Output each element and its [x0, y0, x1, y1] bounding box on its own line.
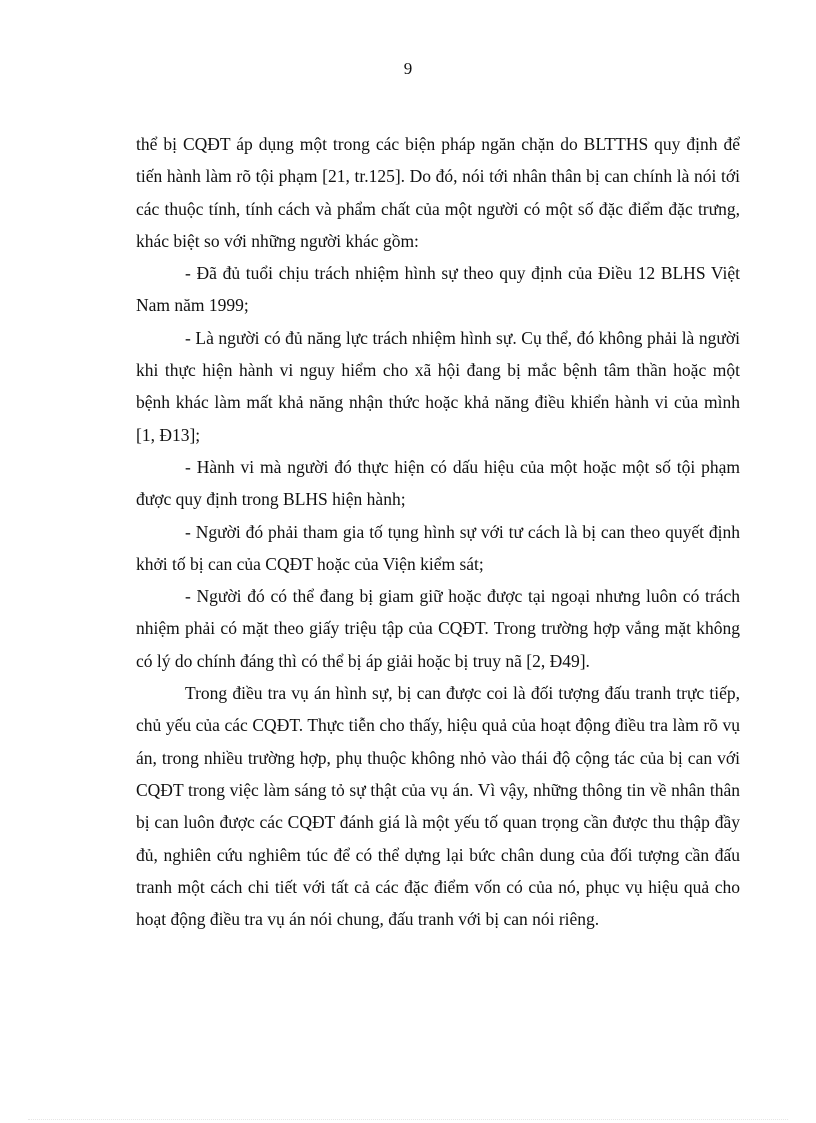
list-item-age: - Đã đủ tuổi chịu trách nhiệm hình sự theo quy định của Điều 12 BLHS Việt Nam năm 1999;	[136, 263, 740, 316]
list-item-proceedings: - Người đó phải tham gia tố tụng hình sự với tư cách là bị can theo quyết định khởi tố bị can của CQĐT hoặc của Viện kiểm sát;	[136, 521, 740, 574]
page-bottom-divider	[28, 1119, 788, 1120]
list-item-criminal-act: - Hành vi mà người đó thực hiện có dấu hiệu của một hoặc một số tội phạm được quy định trong BLHS hiện hành;	[136, 456, 740, 510]
page-number: 9	[403, 59, 413, 78]
paragraph-continuation: thể bị CQĐT áp dụng một trong các biện pháp ngăn chặn do BLTTHS quy định để tiến hành làm rõ tội phạm [21, tr.125]. Do đó, nói tới nhân thân bị can chính là nói tới các thuộc tính, tính cách và phẩm chất của một người có một số đặc điểm đặc trưng, khác biệt so với những người khác gồm:	[136, 134, 740, 251]
list-item-custody: - Người đó có thể đang bị giam giữ hoặc được tại ngoại nhưng luôn có trách nhiệm phải có mặt theo giấy triệu tập của CQĐT. Trong trường hợp vắng mặt không có lý do chính đáng thì có thể bị áp giải hoặc bị truy nã [2, Đ49].	[136, 586, 740, 671]
document-body	[136, 128, 740, 935]
paragraph-investigation: Trong điều tra vụ án hình sự, bị can được coi là đối tượng đấu tranh trực tiếp, chủ yếu của các CQĐT. Thực tiễn cho thấy, hiệu quả của hoạt động điều tra làm rõ vụ án, trong nhiều trường hợp, phụ thuộc không nhỏ vào thái độ cộng tác của bị can với CQĐT trong việc làm sáng tỏ sự thật của vụ án. Vì vậy, những thông tin về nhân thân bị can luôn được các CQĐT đánh giá là một yếu tố quan trọng cần được thu thập đầy đủ, nghiên cứu nghiêm túc để có thể dựng lại bức chân dung của đối tượng cần đấu tranh một cách chi tiết với tất cả các đặc điểm vốn có của nó, phục vụ hiệu quả cho hoạt động điều tra vụ án nói chung, đấu tranh với bị can nói riêng.	[136, 683, 740, 930]
list-item-capacity: - Là người có đủ năng lực trách nhiệm hình sự. Cụ thể, đó không phải là người khi thực hiện hành vi nguy hiểm cho xã hội đang bị mắc bệnh tâm thần hoặc một bệnh khác làm mất khả năng nhận thức hoặc khả năng điều khiển hành vi của mình [1, Đ13];	[136, 327, 740, 445]
